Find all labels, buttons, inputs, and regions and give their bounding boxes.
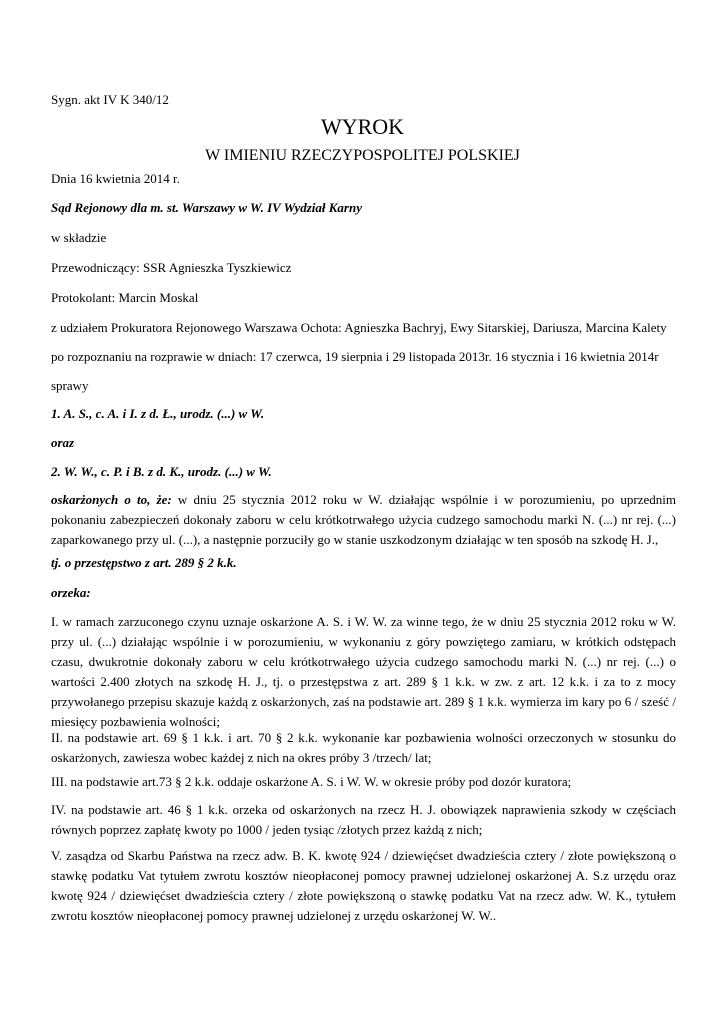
charge-text: w dniu 25 stycznia 2012 roku w W. działając wspólnie i w porozumieniu, po uprzednim pokonaniu zabezpieczeń dokonały zaboru w celu krótkotrwałego użycia cudzego samochodu marki N. (...) nr rej. (...) zaparkowanego przy ul. (...), a następnie porzuciły go w stanie uszkodzonym działając w ten sposób na szkodę H. J., <box>51 492 676 547</box>
hearing-dates: po rozpoznaniu na rozprawie w dniach: 17 czerwca, 19 sierpnia i 29 listopada 2013r. 16 stycznia i 16 kwietnia 2014r <box>51 349 659 364</box>
ruling-point-3: III. na podstawie art.73 § 2 k.k. oddaje oskarżone A. S. i W. W. w okresie próby pod dozór kuratora; <box>51 774 572 789</box>
case-label: sprawy <box>51 378 89 393</box>
document-title: WYROK <box>320 114 405 139</box>
conjunction-oraz: oraz <box>51 435 75 450</box>
charge-paragraph <box>51 490 676 550</box>
ruling-heading: orzeka: <box>51 585 91 600</box>
offence-qualification: tj. o przestępstwo z art. 289 § 2 k.k. <box>51 555 237 570</box>
ruling-point-5: V. zasądza od Skarbu Państwa na rzecz adw. B. K. kwotę 924 / dziewięćset dwadzieścia cztery / złote powiększoną o stawkę podatku Vat tytułem zwrotu kosztów nieopłaconej pomocy prawnej udzielonej oskarżonej A. S.z urzędu oraz kwotę 924 / dziewięćset dwadzieścia cztery / złote powiększoną o stawkę podatku Vat na rzecz adw. W. K., tytułem zwrotu kosztów nieopłaconej pomocy prawnej udzielonej z urzędu oskarżonej W. W.. <box>51 848 676 923</box>
document-subtitle: W IMIENIU RZECZYPOSPOLITEJ POLSKIEJ <box>205 147 520 164</box>
judgment-date: Dnia 16 kwietnia 2014 r. <box>51 171 180 186</box>
ruling-point-4: IV. na podstawie art. 46 § 1 k.k. orzeka od oskarżonych na rzecz H. J. obowiązek naprawienia szkody w częściach równych poprzez zapłatę kwoty po 1000 / jeden tysiąc /złotych przez każdą z nich; <box>51 802 676 837</box>
court-name: Sąd Rejonowy dla m. st. Warszawy w W. IV Wydział Karny <box>51 200 362 215</box>
ruling-point-1: I. w ramach zarzuconego czynu uznaje oskarżone A. S. i W. W. za winne tego, że w dniu 25 stycznia 2012 roku w W. przy ul. (...) działając wspólnie i w porozumieniu, w wykonaniu z góry powziętego zamiaru, w krótkich odstępach czasu, dwukrotnie dokonały zaboru w celu krótkotrwałego użycia cudzego samochodu marki N. (...) nr rej. (...) o wartości 2.400 złotych na szkodę H. J., tj. o przestępstwa z art. 289 § 1 k.k. w zw. z art. 12 k.k. i za to z mocy przywołanego przepisu skazuje każdą z oskarżonych, zaś na podstawie art. 289 § 1 k.k. wymierza im kary po 6 / sześć / miesięcy pozbawienia wolności; <box>51 614 676 729</box>
case-signature: Sygn. akt IV K 340/12 <box>51 92 169 107</box>
charge-lead: oskarżonych o to, że: <box>51 492 172 507</box>
composition-label: w składzie <box>51 230 107 245</box>
court-recorder: Protokolant: Marcin Moskal <box>51 290 199 305</box>
ruling-point-2: II. na podstawie art. 69 § 1 k.k. i art. 70 § 2 k.k. wykonanie kar pozbawienia wolności orzeczonych w stosunku do oskarżonych, zawiesza wobec każdej z nich na okres próby 3 /trzech/ lat; <box>51 730 676 765</box>
defendant-2: 2. W. W., c. P. i B. z d. K., urodz. (...) w W. <box>51 464 272 479</box>
defendant-1: 1. A. S., c. A. i I. z d. Ł., urodz. (...) w W. <box>51 406 265 421</box>
presiding-judge: Przewodniczący: SSR Agnieszka Tyszkiewicz <box>51 260 292 275</box>
prosecutors-line: z udziałem Prokuratora Rejonowego Warszawa Ochota: Agnieszka Bachryj, Ewy Sitarskiej, Dariusza, Marcina Kalety <box>51 320 667 335</box>
